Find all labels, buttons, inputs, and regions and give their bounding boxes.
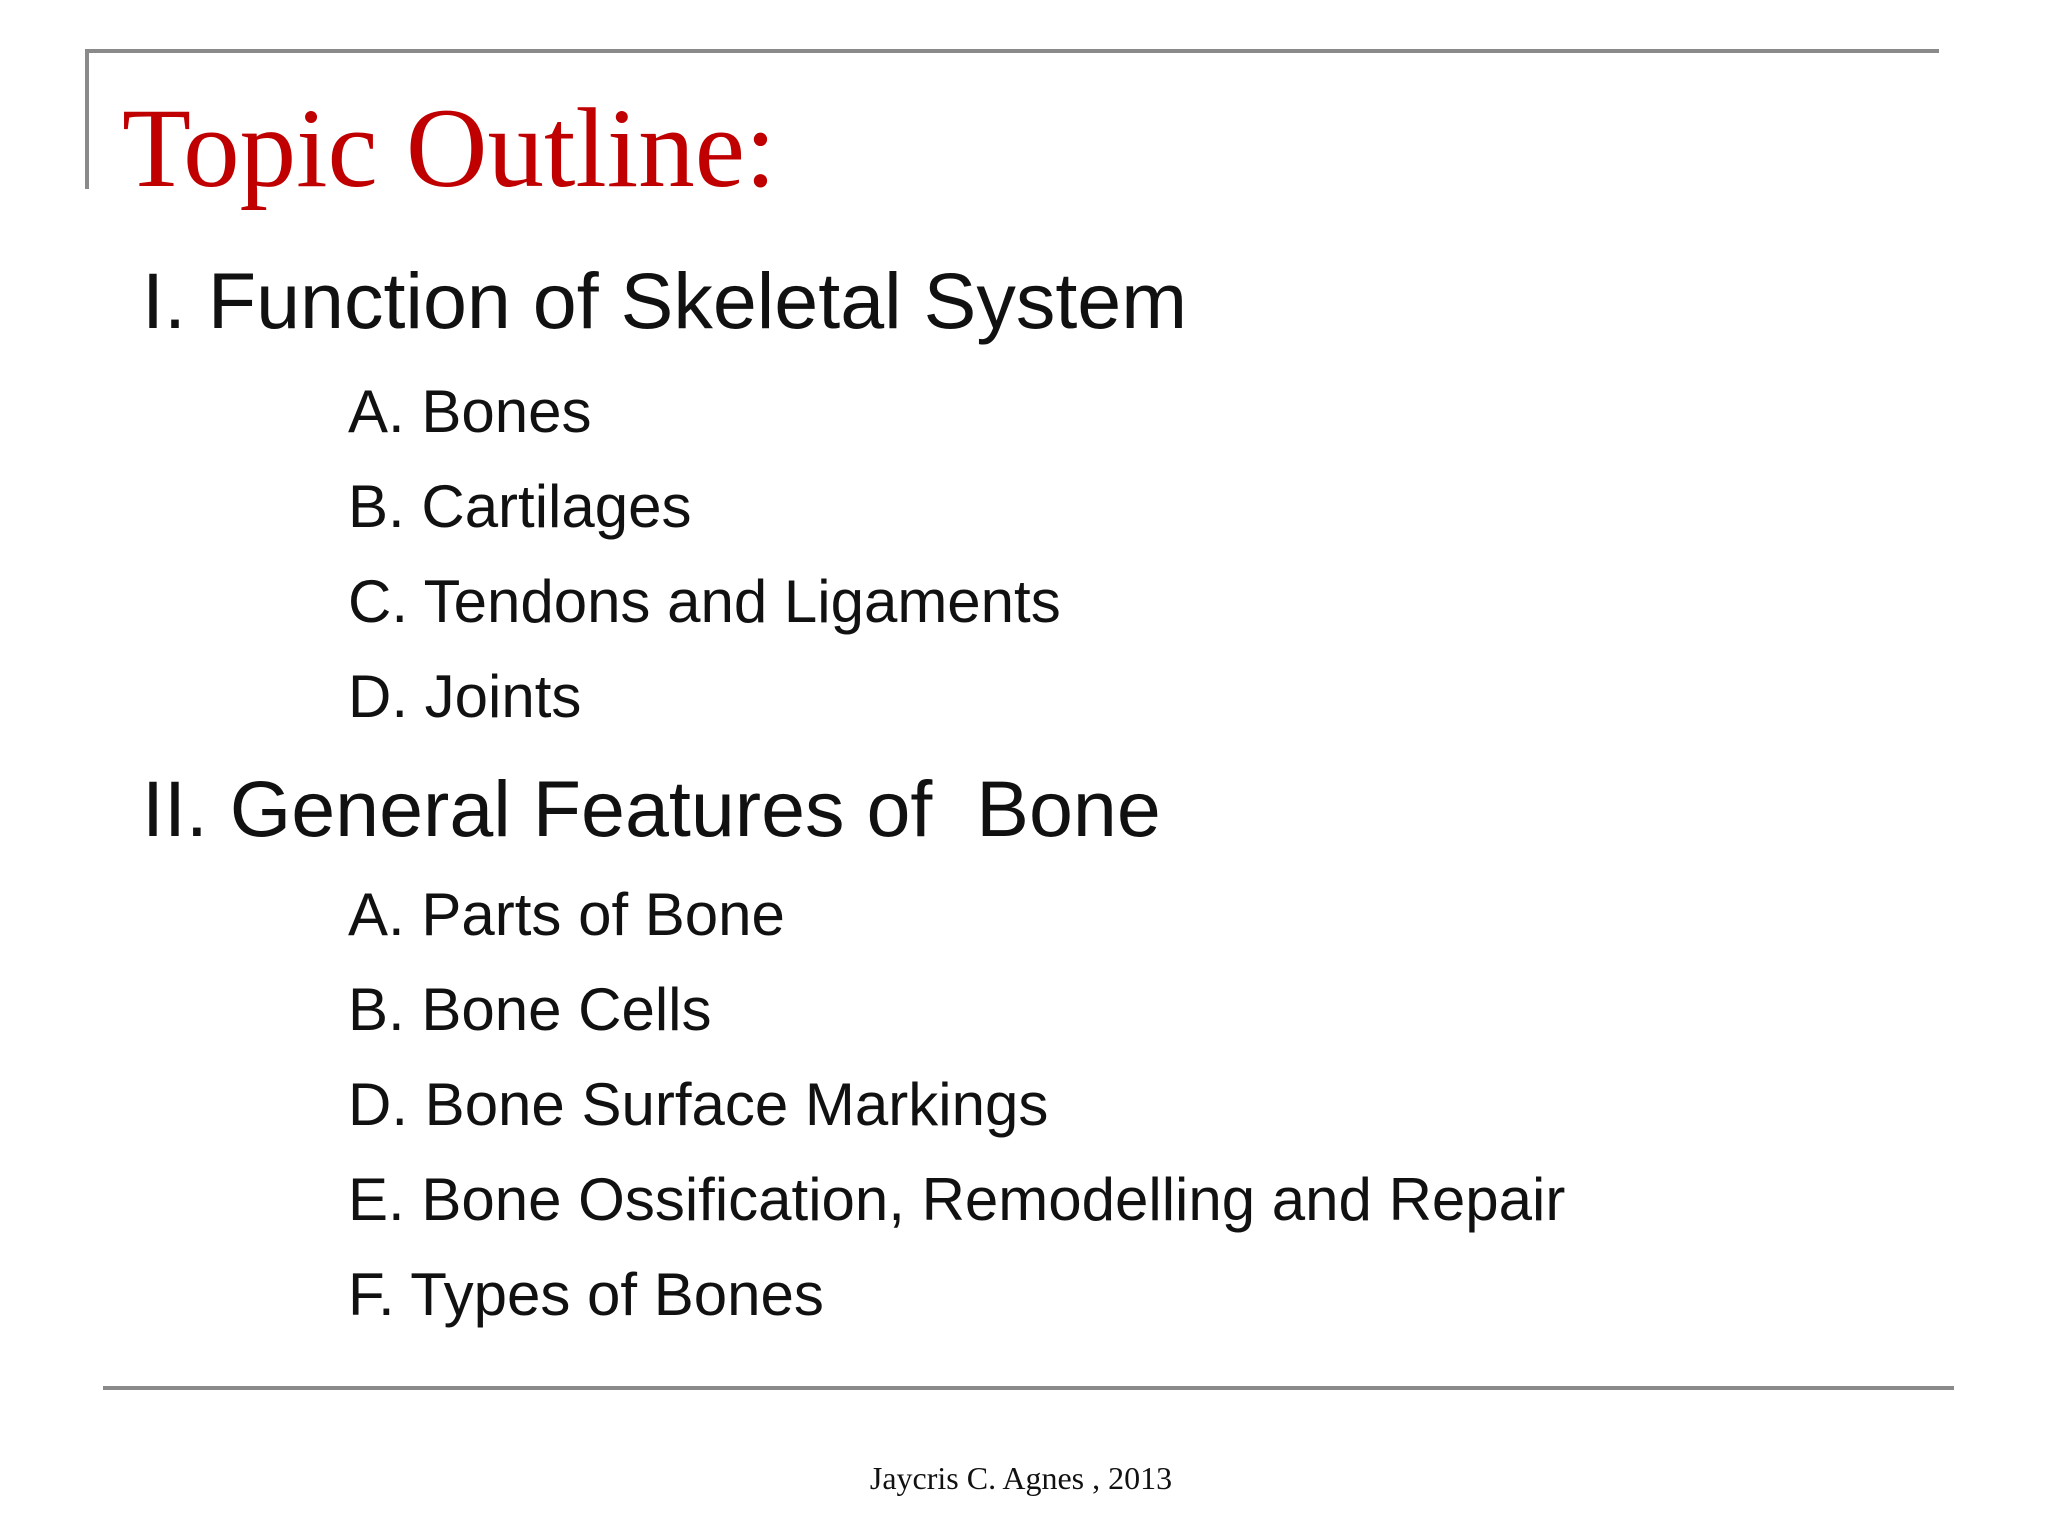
slide-title: Topic Outline: xyxy=(122,86,777,211)
section-heading-1: I. Function of Skeletal System xyxy=(142,256,1188,345)
bottom-rule xyxy=(103,1386,1954,1390)
section-1-item-c: C. Tendons and Ligaments xyxy=(348,568,1061,635)
section-heading-2: II. General Features of Bone xyxy=(142,764,1161,853)
section-2-item-a: A. Parts of Bone xyxy=(348,881,785,948)
section-1-item-b: B. Cartilages xyxy=(348,473,692,540)
footer-credit: Jaycris C. Agnes , 2013 xyxy=(869,1460,1173,1496)
section-2-item-b: B. Bone Cells xyxy=(348,976,712,1043)
section-2-item-f: F. Types of Bones xyxy=(348,1261,824,1328)
slide-footer xyxy=(0,1458,2048,1498)
section-1-item-d: D. Joints xyxy=(348,663,582,730)
section-1-item-a: A. Bones xyxy=(348,378,592,445)
section-2-item-e: E. Bone Ossification, Remodelling and Repair xyxy=(348,1166,1566,1233)
section-2-item-d: D. Bone Surface Markings xyxy=(348,1071,1049,1138)
